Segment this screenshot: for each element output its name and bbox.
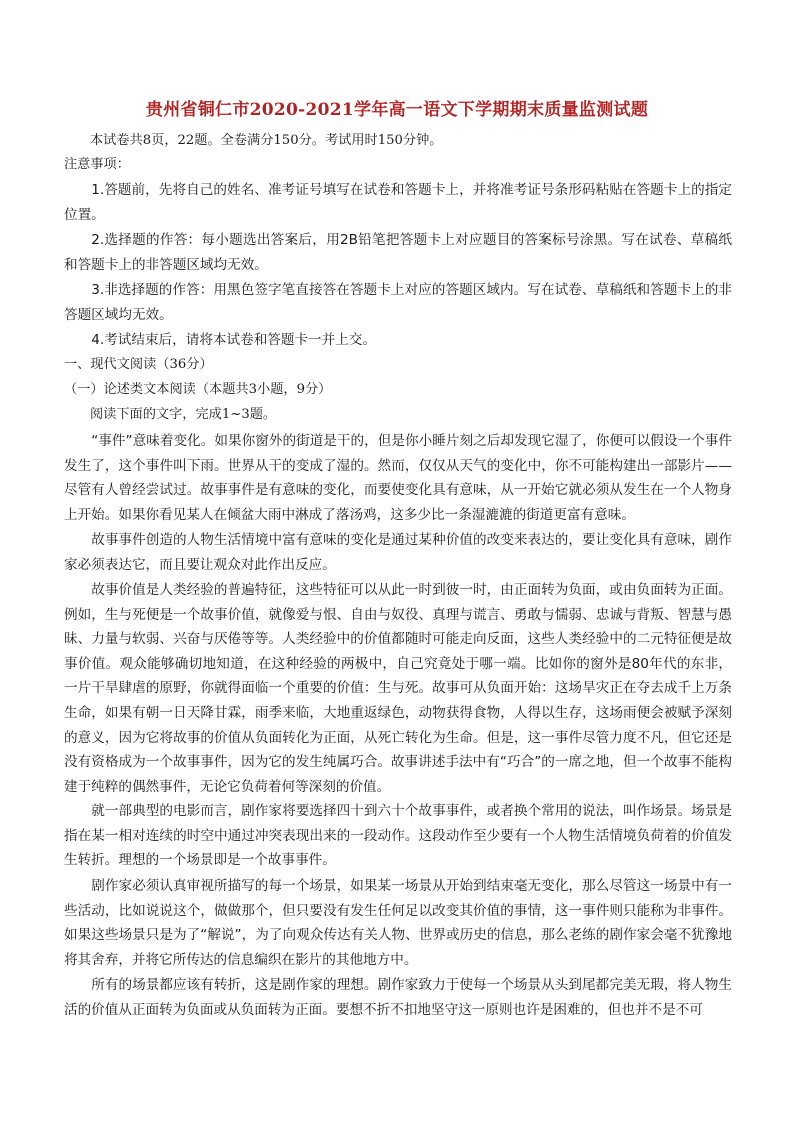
subsection-heading: （一）论述类文本阅读（本题共3小题，9分） (64, 382, 332, 397)
section-heading: 一、现代文阅读（36分） (64, 357, 213, 372)
page-title: 贵州省铜仁市2020-2021学年高一语文下学期期末质量监测试题 (145, 100, 649, 120)
notice-heading: 注意事项： (64, 157, 130, 172)
reading-instruction: 阅读下面的文字，完成1~3题。 (90, 407, 277, 422)
notice-item: 4.考试结束后，请将本试卷和答题卡一并上交。 (91, 332, 377, 348)
article-paragraph: 剧作家必须认真审视所描写的每一个场景，如果某一场景从开始到结束毫无变化，那么尽管这一场景中有一些活动，比如说说这个，做做那个，但只要没有发生任何足以改变其价值的事情，这一事件则只能称为非事件。如果这些场景只是为了“解说”，为了向观众传达有关人物、世界或历史的信息，那么老练的剧作家会毫不犹豫地将其舍弃，并将它所传达的信息编织在影片的其他地方中。 (64, 878, 732, 968)
article-paragraph: 故事事件创造的人物生活情境中富有意味的变化是通过某种价值的改变来表达的，要让变化具有意味，剧作家必须表达它，而且要让观众对此作出反应。 (64, 532, 732, 573)
exam-intro: 本试卷共8页，22题。全卷满分150分。考试用时150分钟。 (90, 133, 443, 148)
notice-item: 3.非选择题的作答：用黑色签字笔直接答在答题卡上对应的答题区域内。写在试卷、草稿纸和答题卡上的非答题区域均无效。 (64, 282, 732, 323)
notice-item: 2.选择题的作答：每小题选出答案后，用2B铅笔把答题卡上对应题目的答案标号涂黑。写在试卷、草稿纸和答题卡上的非答题区域均无效。 (64, 232, 732, 273)
article-paragraph: 故事价值是人类经验的普遍特征，这些特征可以从此一时到彼一时，由正面转为负面，或由负面转为正面。例如，生与死便是一个故事价值，就像爱与恨、自由与奴役、真理与谎言、勇敢与懦弱、忠诚与背叛、智慧与愚昧、力量与软弱、兴奋与厌倦等等。人类经验中的价值都随时可能走向反面，这些人类经验中的二元特征便是故事价值。观众能够确切地知道，在这种经验的两极中，自己究竟处于哪一端。比如你的窗外是80年代的东非，一片干旱肆虐的原野，你就得面临一个重要的价值：生与死。故事可从负面开始：这场旱灾正在夺去成千上万条生命，如果有朝一日天降甘霖，雨季来临，大地重返绿色，动物获得食物，人得以生存，这场雨便会被赋予深刻的意义，因为它将故事的价值从负面转化为正面，从死亡转化为生命。但是，这一事件尽管力度不凡，但它还是没有资格成为一个故事事件，因为它的发生纯属巧合。故事讲述手法中有“巧合”的一席之地，但一个故事不能构建于纯粹的偶然事件，无论它负荷着何等深刻的价值。 (64, 582, 732, 795)
notice-item: 1.答题前，先将自己的姓名、准考证号填写在试卷和答题卡上，并将准考证号条形码粘贴在答题卡上的指定位置。 (64, 182, 732, 223)
article-paragraph: “事件”意味着变化。如果你窗外的街道是干的，但是你小睡片刻之后却发现它湿了，你便可以假设一个事件发生了，这个事件叫下雨。世界从干的变成了湿的。然而，仅仅从天气的变化中，你不可能构建出一部影片——尽管有人曾经尝试过。故事事件是有意味的变化，而要使变化具有意味，从一开始它就必须从发生在一个人物身上开始。如果你看见某人在倾盆大雨中淋成了落汤鸡，这多少比一条湿漉漉的街道更富有意味。 (64, 433, 732, 523)
article-paragraph: 所有的场景都应该有转折，这是剧作家的理想。剧作家致力于使每一个场景从头到尾都完美无瑕，将人物生活的价值从正面转为负面或从负面转为正面。要想不折不扣地坚守这一原则也许是困难的，但也并不是不可 (64, 977, 732, 1018)
article-paragraph: 就一部典型的电影而言，剧作家将要选择四十到六十个故事事件，或者换个常用的说法，叫作场景。场景是指在某一相对连续的时空中通过冲突表现出来的一段动作。这段动作至少要有一个人物生活情境负荷着的价值发生转折。理想的一个场景即是一个故事事件。 (64, 803, 732, 869)
